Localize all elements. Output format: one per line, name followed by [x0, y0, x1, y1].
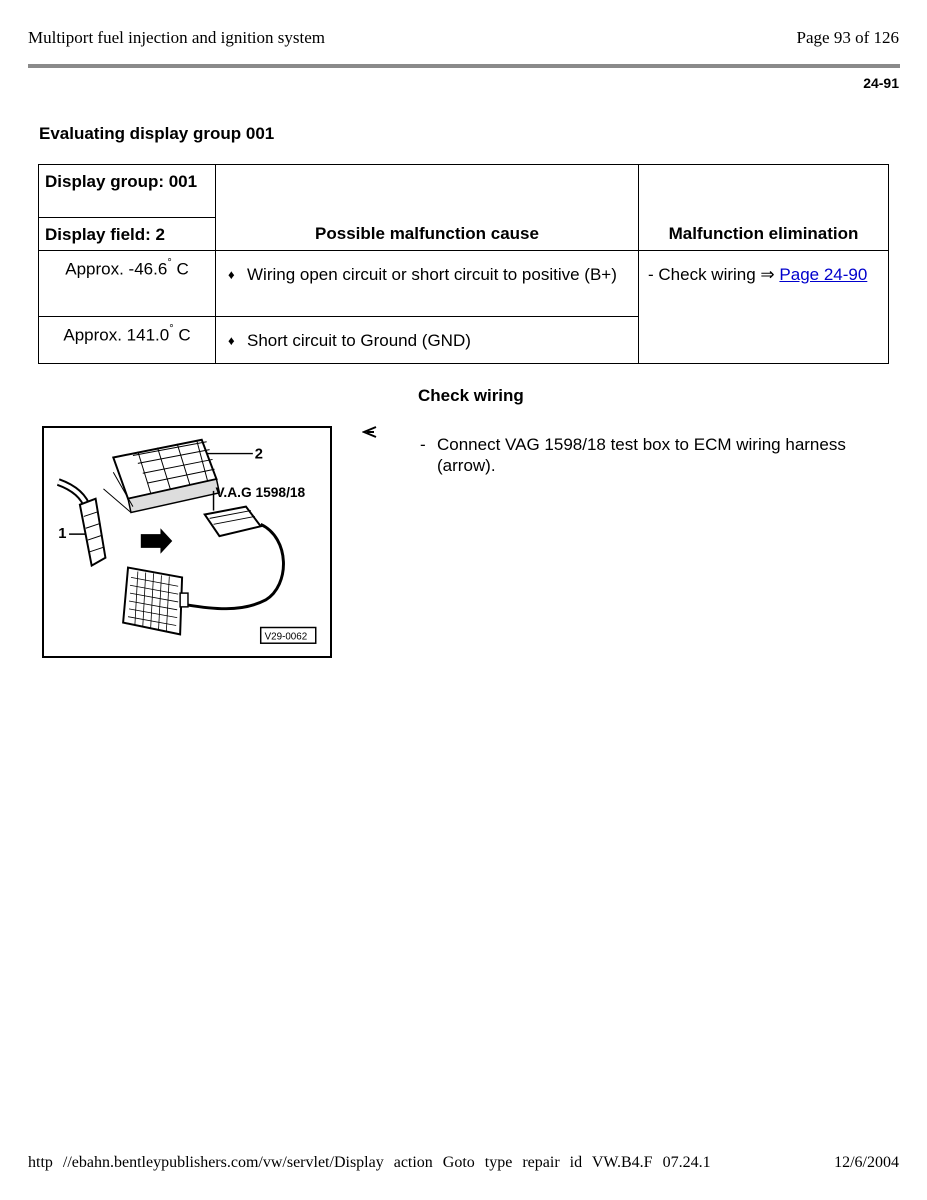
label-1: 1 [58, 526, 67, 543]
step-text: Connect VAG 1598/18 test box to ECM wiring harness (arrow). [437, 435, 846, 475]
section-title: Evaluating display group 001 [39, 124, 275, 143]
cause-column-header: Possible malfunction cause [216, 165, 639, 251]
value-text: Approx. 141.0 [63, 325, 170, 345]
page-number: Page 93 of 126 [796, 28, 899, 47]
wiring-diagram [44, 428, 330, 656]
instruction-step [420, 434, 890, 476]
cause-text: Wiring open circuit or short circuit to positive (B+) [247, 265, 617, 284]
footer-url: http //ebahn.bentleypublishers.com/vw/servlet/Display action Goto type repair id VW.B4.F 07.24.1 [28, 1154, 711, 1171]
bullet-diamond-icon: ♦ [228, 333, 235, 348]
unit-text: C [178, 325, 191, 345]
label-2: 2 [254, 446, 264, 463]
elimination-cell [639, 251, 889, 364]
check-wiring-title: Check wiring [418, 386, 524, 405]
table-row-cause [216, 317, 639, 364]
unit-text: C [176, 259, 189, 279]
bullet-diamond-icon: ♦ [228, 267, 235, 282]
pointer-arrow-icon [362, 424, 378, 440]
test-cable [187, 524, 283, 608]
cause-text: Short circuit to Ground (GND) [247, 331, 471, 350]
page-code: 24-91 [863, 75, 899, 91]
header-divider [28, 64, 900, 68]
figure-code: V29-0062 [264, 631, 308, 643]
document-title: Multiport fuel injection and ignition system [28, 28, 325, 47]
footer-date: 12/6/2004 [834, 1154, 899, 1171]
degree-symbol: ° [167, 257, 172, 269]
test-box-drawing [123, 568, 188, 635]
table-row-value [39, 317, 216, 364]
value-text: Approx. -46.6 [65, 259, 168, 279]
wiring-illustration [42, 426, 332, 658]
evaluation-table [38, 164, 889, 364]
ecm-unit-drawing [103, 440, 219, 513]
elimination-text: - Check wiring ⇒ [648, 265, 775, 284]
insertion-arrow [141, 528, 172, 554]
display-group-cell: Display group: 001 [39, 165, 216, 218]
step-dash: - [420, 435, 426, 454]
test-box-connector-drawing [205, 507, 261, 536]
table-row-value [39, 251, 216, 317]
elimination-column-header: Malfunction elimination [639, 165, 889, 251]
table-row-cause [216, 251, 639, 317]
wiring-harness-drawing [58, 482, 105, 566]
tool-label: V.A.G 1598/18 [215, 484, 306, 500]
display-field-cell: Display field: 2 [39, 218, 216, 251]
page-link[interactable]: Page 24-90 [779, 265, 868, 284]
degree-symbol: ° [169, 323, 174, 335]
